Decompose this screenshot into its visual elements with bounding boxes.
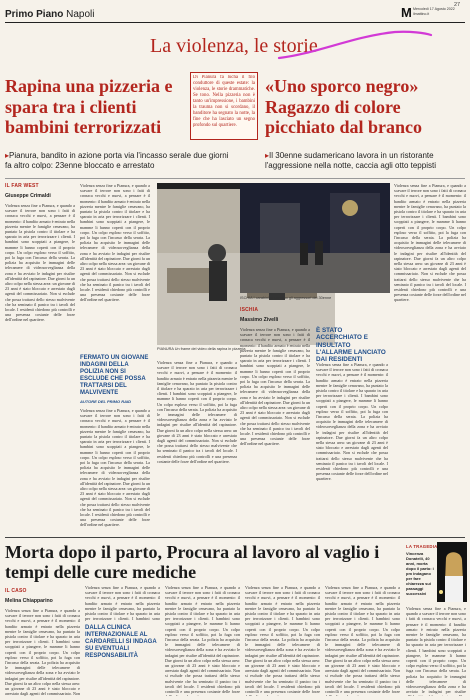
header-rule: [5, 22, 465, 23]
banner-title: La violenza, le storie: [150, 35, 318, 57]
left-col-4: Violenza senza fine a Pianura, e quando a scavare il terrore non sono i fatti di cronaca vecchi e nuovi, a pensare è il momento: il bandito armato è entrato nella pizzeria mentre le famiglie cenavano, ha puntato la pistola contro il titolare e ha sparato in aria per terrorizzare i clienti. I bambini sono scoppiati a piangere, le mamme li hanno coperti con il proprio corpo. Un colpo esploso verso il soffitto, poi la fuga con l'incasso della serata. La polizia ha acquisito le immagini delle telecamere di videosorveglianza della zona e ha avviato le indagini per risalire all'identità del rapinatore. Due giorni fa un altro colpo nella stessa area: un giovane di 23 anni è stato bloccato e arrestato dagli agenti del commissariato. Non si esclude che possa trattarsi dello stesso malvivente che ha seminato il panico tra i tavoli del locale. I residenti chiedono più controlli e una presenza costante delle forze dell'ordine nel quartiere.: [157, 360, 237, 464]
right-col-3: Violenza senza fine a Pianura, e quando a scavare il terrore non sono i fatti di cronaca vecchi e nuovi, a pensare è il momento: il bandito armato è entrato nella pizzeria mentre le famiglie cenavano, ha puntato la pistola contro il titolare e ha sparato in aria per terrorizzare i clienti. I bambini sono scoppiati a piangere, le mamme li hanno coperti con il proprio corpo. Un colpo esploso verso il soffitto, poi la fuga con l'incasso della serata. La polizia ha acquisito le immagini delle telecamere di videosorveglianza della zona e ha avviato le indagini per risalire all'identità del rapinatore. Due giorni fa un altro colpo nella stessa area: un giovane di 23 anni è stato bloccato e arrestato dagli agenti del commissariato. Non si esclude che possa trattarsi dello stesso malvivente che ha seminato il panico tra i tavoli del locale. I residenti chiedono più controlli e una presenza costante delle forze dell'ordine nel quartiere.: [394, 183, 466, 303]
left-col-3: Violenza senza fine a Pianura, e quando a scavare il terrore non sono i fatti di cronaca vecchi e nuovi, a pensare è il momento: il bandito armato è entrato nella pizzeria mentre le famiglie cenavano, ha puntato la pistola contro il titolare e ha sparato in aria per terrorizzare i clienti. I bambini sono scoppiati a piangere, le mamme li hanno coperti con il proprio corpo. Un colpo esploso verso il soffitto, poi la fuga con l'incasso della serata. La polizia ha acquisito le immagini delle telecamere di videosorveglianza della zona e ha avviato le indagini per risalire all'identità del rapinatore. Due giorni fa un altro colpo nella stessa area: un giovane di 23 anni è stato bloccato e arrestato dagli agenti del commissariato. Non si esclude che possa trattarsi dello stesso malvivente che ha seminato il panico tra i tavoli del locale. I residenti chiedono più controlli e una presenza costante delle forze dell'ordine nel quartiere.: [80, 408, 150, 528]
left-headline: Rapina una pizzeria e spara tra i clienti bambini terrorizzati: [5, 76, 173, 137]
center-box-text: Di Pianura fa lucha il filo conduttore di queste estate: la violenza, le storie drammatiche. Se tono. Nella pizzeria non è tanto un'impressione, i bambini la trauma non si scordano, il banditore ha segnato la notte, la fine che ha lasciato un segno profondo sul quartiere.: [193, 75, 255, 128]
divider: [5, 537, 465, 538]
ischia-photo: [240, 183, 390, 293]
center-box: [190, 72, 258, 140]
triangle-bullet-icon: ▸: [265, 151, 270, 160]
sidebar-kicker: LA TRAGEDIA: [406, 544, 438, 549]
section-label: [5, 9, 95, 20]
section-name: Primo Piano: [5, 9, 64, 20]
divider: [5, 178, 465, 179]
bottom-byline: Melina Chiapparino: [5, 598, 53, 604]
right-headline: «Uno sporco negro» Ragazzo di colore picchiato dal branco: [265, 76, 423, 137]
bottom-quote-box: [85, 625, 160, 660]
left-quote-source: AUTORE DEL PRIMO RAID: [80, 399, 131, 404]
left-byline: Giuseppe Crimaldi: [5, 193, 51, 199]
right-byline: Massimo Zivelli: [240, 317, 279, 323]
portrait-image: [437, 542, 467, 602]
left-quote-box: [80, 355, 152, 404]
sidebar-caption: Vincenza Donatelli, 40 anni, morta dopo il parto: i pm indagano per fare chiarezza sui passaggi successivi: [406, 551, 434, 596]
masthead-logo: M: [401, 5, 412, 20]
city-name: Napoli: [66, 9, 95, 20]
bottom-col-3: Violenza senza fine a Pianura, e quando a scavare il terrore non sono i fatti di cronaca vecchi e nuovi, a pensare è il momento: il bandito armato è entrato nella pizzeria mentre le famiglie cenavano, ha puntato la pistola contro il titolare e ha sparato in aria per terrorizzare i clienti. I bambini sono scoppiati a piangere, le mamme li hanno coperti con il proprio corpo. Un colpo esploso verso il soffitto, poi la fuga con l'incasso della serata. La polizia ha acquisito le immagini delle telecamere di videosorveglianza della zona e ha avviato le indagini per risalire all'identità del rapinatore. Due giorni fa un altro colpo nella stessa area: un giovane di 23 anni è stato bloccato e arrestato dagli agenti del commissariato. Non si esclude che possa trattarsi dello stesso malvivente che ha seminato il panico tra i tavoli del locale. I residenti chiedono più controlli e una presenza costante delle forze: [165, 585, 240, 695]
left-col-1: Violenza senza fine a Pianura, e quando a scavare il terrore non sono i fatti di cronaca vecchi e nuovi, a pensare è il momento: il bandito armato è entrato nella pizzeria mentre le famiglie cenavano, ha puntato la pistola contro il titolare e ha sparato in aria per terrorizzare i clienti. I bambini sono scoppiati a piangere, le mamme li hanno coperti con il proprio corpo. Un colpo esploso verso il soffitto, poi la fuga con l'incasso della serata. La polizia ha acquisito le immagini delle telecamere di videosorveglianza della zona e ha avviato le indagini per risalire all'identità del rapinatore. Due giorni fa un altro colpo nella stessa area: un giovane di 23 anni è stato bloccato e arrestato dagli agenti del commissariato. Non si esclude che possa trattarsi dello stesso malvivente che ha seminato il panico tra i tavoli del locale. I residenti chiedono più controlli e una presenza costante delle forze dell'ordine nel quartiere.: [5, 203, 75, 323]
right-col-2: Violenza senza fine a Pianura, e quando a scavare il terrore non sono i fatti di cronaca vecchi e nuovi, a pensare è il momento: il bandito armato è entrato nella pizzeria mentre le famiglie cenavano, ha puntato la pistola contro il titolare e ha sparato in aria per terrorizzare i clienti. I bambini sono scoppiati a piangere, le mamme li hanno coperti con il proprio corpo. Un colpo esploso verso il soffitto, poi la fuga con l'incasso della serata. La polizia ha acquisito le immagini delle telecamere di videosorveglianza della zona e ha avviato le indagini per risalire all'identità del rapinatore. Due giorni fa un altro colpo nella stessa area: un giovane di 23 anni è stato bloccato e arrestato dagli agenti del commissariato. Non si esclude che possa trattarsi dello stesso malvivente che ha seminato il panico tra i tavoli del locale. I residenti chiedono più controlli e una presenza costante delle forze dell'ordine nel quartiere.: [316, 362, 388, 482]
left-quote-text: FERMATO UN GIOVANE INDAGINI DELLA POLIZIA NON SI ESCLUDE CHE POSSA TRATTARSI DEL MALVIVENTE: [80, 355, 149, 396]
right-kicker: ISCHIA: [240, 307, 259, 313]
left-subheadline-text: Pianura, bandito in azione porta via l'incasso serale due giorni fa altro colpo: 23enne bloccato e arrestato: [5, 151, 229, 170]
left-subheadline: [5, 151, 235, 170]
right-quote-text: È STATO ACCERCHIATO E INSULTATO L'ALLARME LANCIATO DAI RESIDENTI: [316, 327, 386, 364]
left-kicker: IL FAR WEST: [5, 183, 39, 189]
bottom-col-5: Violenza senza fine a Pianura, e quando a scavare il terrore non sono i fatti di cronaca vecchi e nuovi, a pensare è il momento: il bandito armato è entrato nella pizzeria mentre le famiglie cenavano, ha puntato la pistola contro il titolare e ha sparato in aria per terrorizzare i clienti. I bambini sono scoppiati a piangere, le mamme li hanno coperti con il proprio corpo. Un colpo esploso verso il soffitto, poi la fuga con l'incasso della serata. La polizia ha acquisito le immagini delle telecamere di videosorveglianza della zona e ha avviato le indagini per risalire all'identità del rapinatore. Due giorni fa un altro colpo nella stessa area: un giovane di 23 anni è stato bloccato e arrestato dagli agenti del commissariato. Non si esclude che possa trattarsi dello stesso malvivente che ha seminato il panico tra i tavoli del locale. I residenti chiedono più controlli e una presenza costante delle forze: [325, 585, 400, 695]
sidebar-col: Violenza senza fine a Pianura, e quando a scavare il terrore non sono i fatti di cronaca vecchi e nuovi, a pensare è il momento: il bandito armato è entrato nella pizzeria mentre le famiglie cenavano, ha puntato la pistola contro il titolare e ha sparato in aria per terrorizzare i clienti. I bambini sono scoppiati a piangere, le mamme li hanno coperti con il proprio corpo. Un colpo esploso verso il soffitto, poi la fuga con l'incasso della serata. La polizia ha acquisito le immagini delle telecamere di videosorveglianza della zona e ha avviato le indagini per risalire: [406, 606, 466, 695]
paper-name: ilmattino.it: [413, 12, 430, 16]
triangle-bullet-icon: ▸: [5, 151, 10, 160]
issue-date: Mercoledì 17 Agosto 2022: [413, 7, 455, 11]
right-col-1: Violenza senza fine a Pianura, e quando a scavare il terrore non sono i fatti di cronaca vecchi e nuovi, a pensare è il momento: il bandito armato è entrato nella pizzeria mentre le famiglie cenavano, ha puntato la pistola contro il titolare e ha sparato in aria per terrorizzare i clienti. I bambini sono scoppiati a piangere, le mamme li hanno coperti con il proprio corpo. Un colpo esploso verso il soffitto, poi la fuga con l'incasso della serata. La polizia ha acquisito le immagini delle telecamere di videosorveglianza della zona e ha avviato le indagini per risalire all'identità del rapinatore. Due giorni fa un altro colpo nella stessa area: un giovane di 23 anni è stato bloccato e arrestato dagli agenti del commissariato. Non si esclude che possa trattarsi dello stesso malvivente che ha seminato il panico tra i tavoli del locale. I residenti chiedono più controlli e una presenza costante delle forze dell'ordine nel quartiere.: [240, 327, 310, 447]
night-street-image: [240, 183, 390, 293]
right-subheadline: [265, 151, 465, 170]
page-number: 27: [454, 2, 461, 8]
bottom-col-2: Violenza senza fine a Pianura, e quando a scavare il terrore non sono i fatti di cronaca vecchi e nuovi, a pensare è il momento: il bandito armato è entrato nella pizzeria mentre le famiglie cenavano, ha puntato la pistola contro il titolare e ha sparato in aria per terrorizzare i clienti. I bambini sono: [85, 585, 160, 621]
bottom-headline: Morta dopo il parto, Procura al lavoro al vaglio i tempi delle cure mediche: [5, 542, 380, 582]
bottom-col-4: Violenza senza fine a Pianura, e quando a scavare il terrore non sono i fatti di cronaca vecchi e nuovi, a pensare è il momento: il bandito armato è entrato nella pizzeria mentre le famiglie cenavano, ha puntato la pistola contro il titolare e ha sparato in aria per terrorizzare i clienti. I bambini sono scoppiati a piangere, le mamme li hanno coperti con il proprio corpo. Un colpo esploso verso il soffitto, poi la fuga con l'incasso della serata. La polizia ha acquisito le immagini delle telecamere di videosorveglianza della zona e ha avviato le indagini per risalire all'identità del rapinatore. Due giorni fa un altro colpo nella stessa area: un giovane di 23 anni è stato bloccato e arrestato dagli agenti del commissariato. Non si esclude che possa trattarsi dello stesso malvivente che ha seminato il panico tra i tavoli del locale. I residenti chiedono più controlli e una presenza costante delle forze: [245, 585, 320, 695]
bottom-quote-text: DALLA CLINICA INTERNAZIONALE AL CARDARELLI SI INDAGA SU EVENTUALI RESPONSABILITÀ: [85, 625, 157, 659]
pizzeria-photo-caption: PIANURA Un frame del video della rapina in pizzeria: [157, 347, 246, 351]
right-quote-box: [316, 327, 388, 363]
right-subheadline-text: Il 30enne sudamericano lavora in un ristorante l'aggressione nella notte, caccia agli otto teppisti: [265, 151, 436, 170]
ischia-photo-caption: ISCHIA I carabinieri cercano gli aggressori del 30enne: [240, 296, 332, 300]
left-col-2: Violenza senza fine a Pianura, e quando a scavare il terrore non sono i fatti di cronaca vecchi e nuovi, a pensare è il momento: il bandito armato è entrato nella pizzeria mentre le famiglie cenavano, ha puntato la pistola contro il titolare e ha sparato in aria per terrorizzare i clienti. I bambini sono scoppiati a piangere, le mamme li hanno coperti con il proprio corpo. Un colpo esploso verso il soffitto, poi la fuga con l'incasso della serata. La polizia ha acquisito le immagini delle telecamere di videosorveglianza della zona e ha avviato le indagini per risalire all'identità del rapinatore. Due giorni fa un altro colpo nella stessa area: un giovane di 23 anni è stato bloccato e arrestato dagli agenti del commissariato. Non si esclude che possa trattarsi dello stesso malvivente che ha seminato il panico tra i tavoli del locale. I residenti chiedono più controlli e una presenza costante delle forze dell'ordine nel quartiere.: [80, 183, 150, 303]
victim-photo: [437, 542, 467, 602]
bottom-kicker: IL CASO: [5, 588, 27, 594]
pink-scribble-mark: [275, 26, 435, 66]
bottom-col-1: Violenza senza fine a Pianura, e quando a scavare il terrore non sono i fatti di cronaca vecchi e nuovi, a pensare è il momento: il bandito armato è entrato nella pizzeria mentre le famiglie cenavano, ha puntato la pistola contro il titolare e ha sparato in aria per terrorizzare i clienti. I bambini sono scoppiati a piangere, le mamme li hanno coperti con il proprio corpo. Un colpo esploso verso il soffitto, poi la fuga con l'incasso della serata. La polizia ha acquisito le immagini delle telecamere di videosorveglianza della zona e ha avviato le indagini per risalire all'identità del rapinatore. Due giorni fa un altro colpo nella stessa area: un giovane di 23 anni è stato bloccato e arrestato dagli agenti del commissariato. Non: [5, 608, 80, 696]
